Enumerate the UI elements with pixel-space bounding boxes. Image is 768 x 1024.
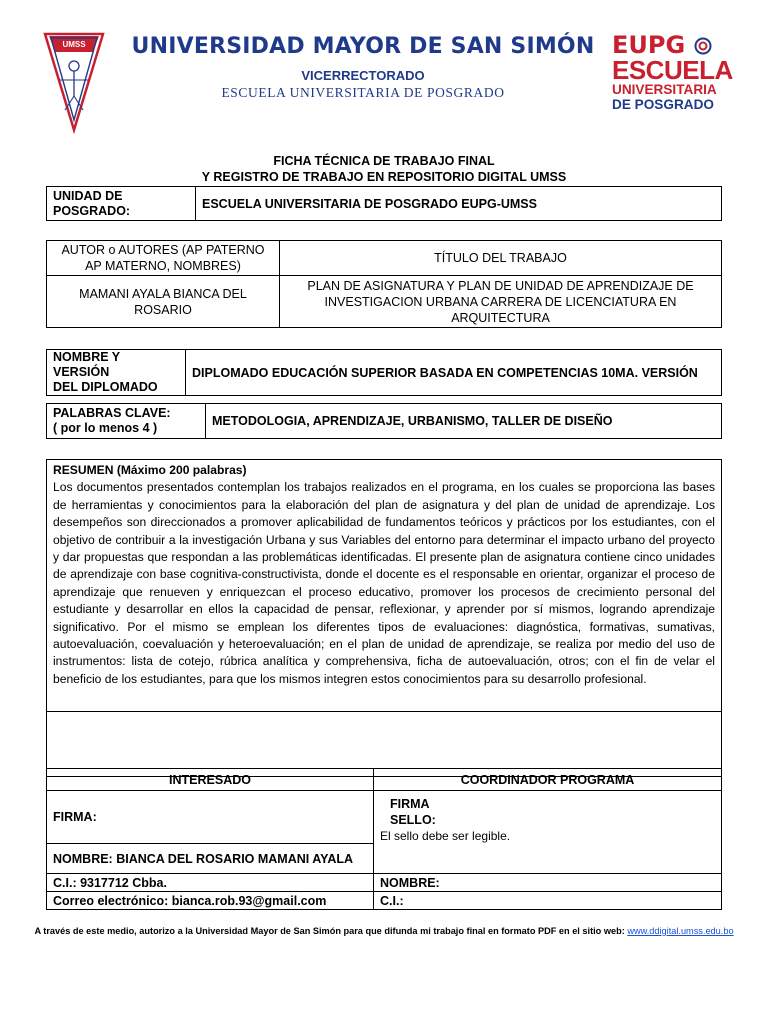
palabras-table xyxy=(46,403,722,439)
resumen-text: Los documentos presentados contemplan los trabajos realizados en el programa, en los cuales se proporciona las bases de herramientas y conocimientos para la elaboración del plan de asignatura y del plan de unidad de aprendizaje. Los desempeños son direccionados a promover aplicabilidad de fundamentos teóricos y prácticos por los estudiantes, con el objetivo de contribuir a la investigación Urbana y sus Variables del entorno para determinar el impacto urbano del proyecto y dar propuestas que respondan a las problemáticas identificadas. El presente plan de asignatura contiene cinco unidades de aprendizaje con base cognitiva-constructivista, donde el docente es el responsable en orientar, organizar el proceso de aprendizaje que renueven y enriquezcan el proceso educativo, promover los procesos de crecimiento personal del estudiante y desarrollar en ellos la capacidad de pensar, reflexionar, y aprender por sí mismos, logrando aprendizaje significativo. Por el mismo se emplean los diferentes tipos de evaluaciones: diagnóstica, formativas, sumativas, autoevaluación, coevaluación y heteroevaluación; en el plan de unidad de aprendizaje, se realiza por medio del uso de instrumentos: lista de cotejo, rúbrica analítica y comprehensiva, ficha de autoevaluación, otros; con el fin de velar el beneficio de los estudiantes, para que los mismos integren estos conocimientos para su desarrollo profesional. xyxy=(53,480,715,686)
unidad-value: ESCUELA UNIVERSITARIA DE POSGRADO EUPG-UMSS xyxy=(196,187,722,221)
repository-link[interactable]: www.ddigital.umss.edu.bo xyxy=(627,926,734,936)
authorization-text: A través de este medio, autorizo a la Universidad Mayor de San Simón para que difunda mi trabajo final en formato PDF en el sitio web: xyxy=(34,926,628,936)
correo-interesado: Correo electrónico: bianca.rob.93@gmail.com xyxy=(47,892,374,910)
title-line-2: Y REGISTRO DE TRABAJO EN REPOSITORIO DIGITAL UMSS xyxy=(201,170,567,184)
eupg-logo-text: EUPG xyxy=(612,31,686,59)
eupg-logo-escuela: ESCUELA xyxy=(612,55,733,85)
shield-text: UMSS xyxy=(62,40,86,49)
vicerrectorado-label: VICERRECTORADO xyxy=(301,68,425,83)
university-name: UNIVERSIDAD MAYOR DE SAN SIMÓN xyxy=(131,34,595,59)
sello-note: El sello debe ser legible. xyxy=(380,829,511,843)
globe-icon xyxy=(694,37,712,55)
autor-header: AUTOR o AUTORES (AP PATERNO AP MATERNO, NOMBRES) xyxy=(47,241,280,276)
autor-name: MAMANI AYALA BIANCA DEL ROSARIO xyxy=(47,276,280,328)
diplomado-label: NOMBRE Y VERSIÓN DEL DIPLOMADO xyxy=(47,350,186,396)
eupg-logo xyxy=(612,32,732,112)
umss-shield-logo xyxy=(43,30,105,134)
titulo-header: TÍTULO DEL TRABAJO xyxy=(280,241,722,276)
resumen-heading: RESUMEN (Máximo 200 palabras) xyxy=(53,463,247,477)
sello-label: SELLO: xyxy=(390,813,436,827)
unidad-label: UNIDAD DE POSGRADO: xyxy=(47,187,196,221)
unidad-table xyxy=(46,186,722,221)
ci-interesado: C.I.: 9317712 Cbba. xyxy=(47,874,374,892)
firma-sello-coordinador xyxy=(374,791,722,874)
firma-interesado: FIRMA: xyxy=(47,791,374,844)
coordinador-header: COORDINADOR PROGRAMA xyxy=(374,769,722,791)
document-title xyxy=(40,153,728,185)
firmas-table xyxy=(46,768,722,910)
autor-titulo-table xyxy=(46,240,722,328)
authorization-note xyxy=(20,926,748,936)
escuela-subtitle: ESCUELA UNIVERSITARIA DE POSGRADO xyxy=(221,85,505,100)
titulo-value: PLAN DE ASIGNATURA Y PLAN DE UNIDAD DE APRENDIZAJE DE INVESTIGACION URBANA CARRERA DE LICENCIATURA EN ARQUITECTURA xyxy=(280,276,722,328)
eupg-logo-universitaria: UNIVERSITARIA xyxy=(612,82,717,97)
diplomado-table xyxy=(46,349,722,396)
diplomado-value: DIPLOMADO EDUCACIÓN SUPERIOR BASADA EN COMPETENCIAS 10MA. VERSIÓN xyxy=(186,350,722,396)
palabras-value: METODOLOGIA, APRENDIZAJE, URBANISMO, TALLER DE DISEÑO xyxy=(206,404,722,439)
nombre-interesado: NOMBRE: BIANCA DEL ROSARIO MAMANI AYALA xyxy=(47,844,374,874)
firma-coord-label: FIRMA xyxy=(390,797,430,811)
nombre-coordinador: NOMBRE: xyxy=(374,874,722,892)
eupg-logo-posgrado: DE POSGRADO xyxy=(612,97,714,112)
resumen-box xyxy=(46,459,722,777)
title-line-1: FICHA TÉCNICA DE TRABAJO FINAL xyxy=(273,154,495,168)
interesado-header: INTERESADO xyxy=(47,769,374,791)
palabras-label: PALABRAS CLAVE: ( por lo menos 4 ) xyxy=(47,404,206,439)
ci-coordinador: C.I.: xyxy=(374,892,722,910)
